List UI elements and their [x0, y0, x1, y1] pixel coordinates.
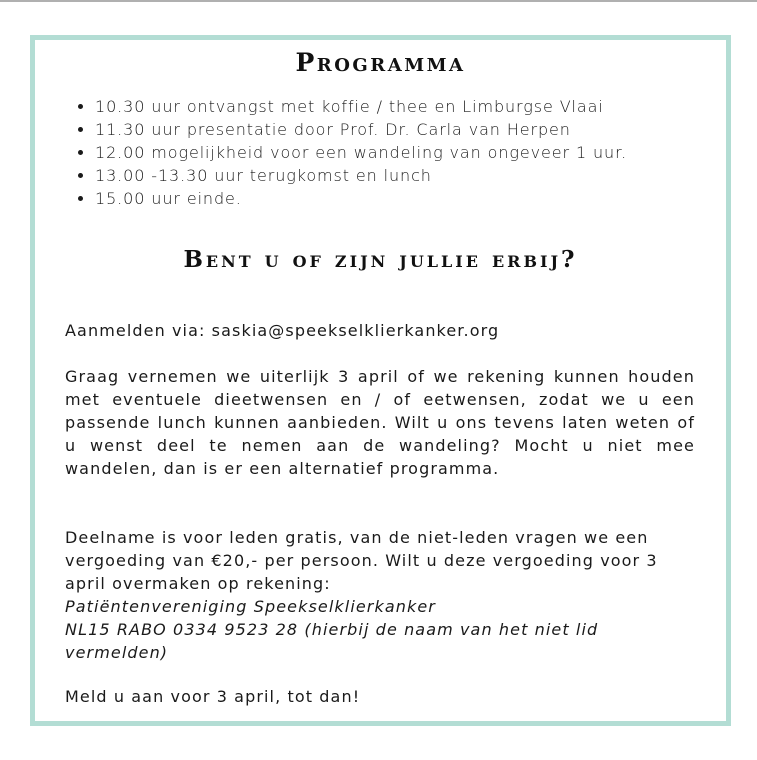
programma-heading: Programma [295, 48, 466, 77]
signup-text: Aanmelden via: saskia@speekselklierkanker.org [65, 321, 500, 340]
programma-item: • 10.30 uur ontvangst met koffie / thee en Limburgse Vlaai [95, 95, 715, 118]
programma-item: • 13.00 -13.30 uur terugkomst en lunch [95, 164, 715, 187]
programma-item: • 11.30 uur presentatie door Prof. Dr. Carla van Herpen [95, 118, 715, 141]
top-divider [0, 0, 757, 2]
account-name: Patiëntenvereniging Speekselklierkanker [65, 597, 436, 616]
dietary-paragraph: Graag vernemen we uiterlijk 3 april of we rekening kunnen houden met eventuele dieetwensen en / of eetwensen, zodat we u een passende lunch kunnen aanbieden. Wilt u ons tevens laten weten of u wenst deel te nemen aan de wandeling? Mocht u niet mee wandelen, dan is er een alternatief programma. [65, 367, 695, 478]
invitation-card [30, 35, 731, 726]
fee-text: Deelname is voor leden gratis, van de niet-leden vragen we een vergoeding van €20,- per persoon. Wilt u deze vergoeding voor 3 april overmaken op rekening: [65, 528, 658, 593]
closing-text: Meld u aan voor 3 april, tot dan! [65, 687, 361, 706]
programma-item: • 12.00 mogelijkheid voor een wandeling van ongeveer 1 uur. [95, 141, 715, 164]
fee-paragraph [65, 526, 695, 664]
programma-item: • 15.00 uur einde. [95, 187, 715, 210]
programma-list [95, 95, 715, 210]
account-number: NL15 RABO 0334 9523 28 (hierbij de naam van het niet lid vermelden) [65, 620, 599, 662]
rsvp-heading: Bent u of zijn jullie erbij? [183, 246, 578, 273]
